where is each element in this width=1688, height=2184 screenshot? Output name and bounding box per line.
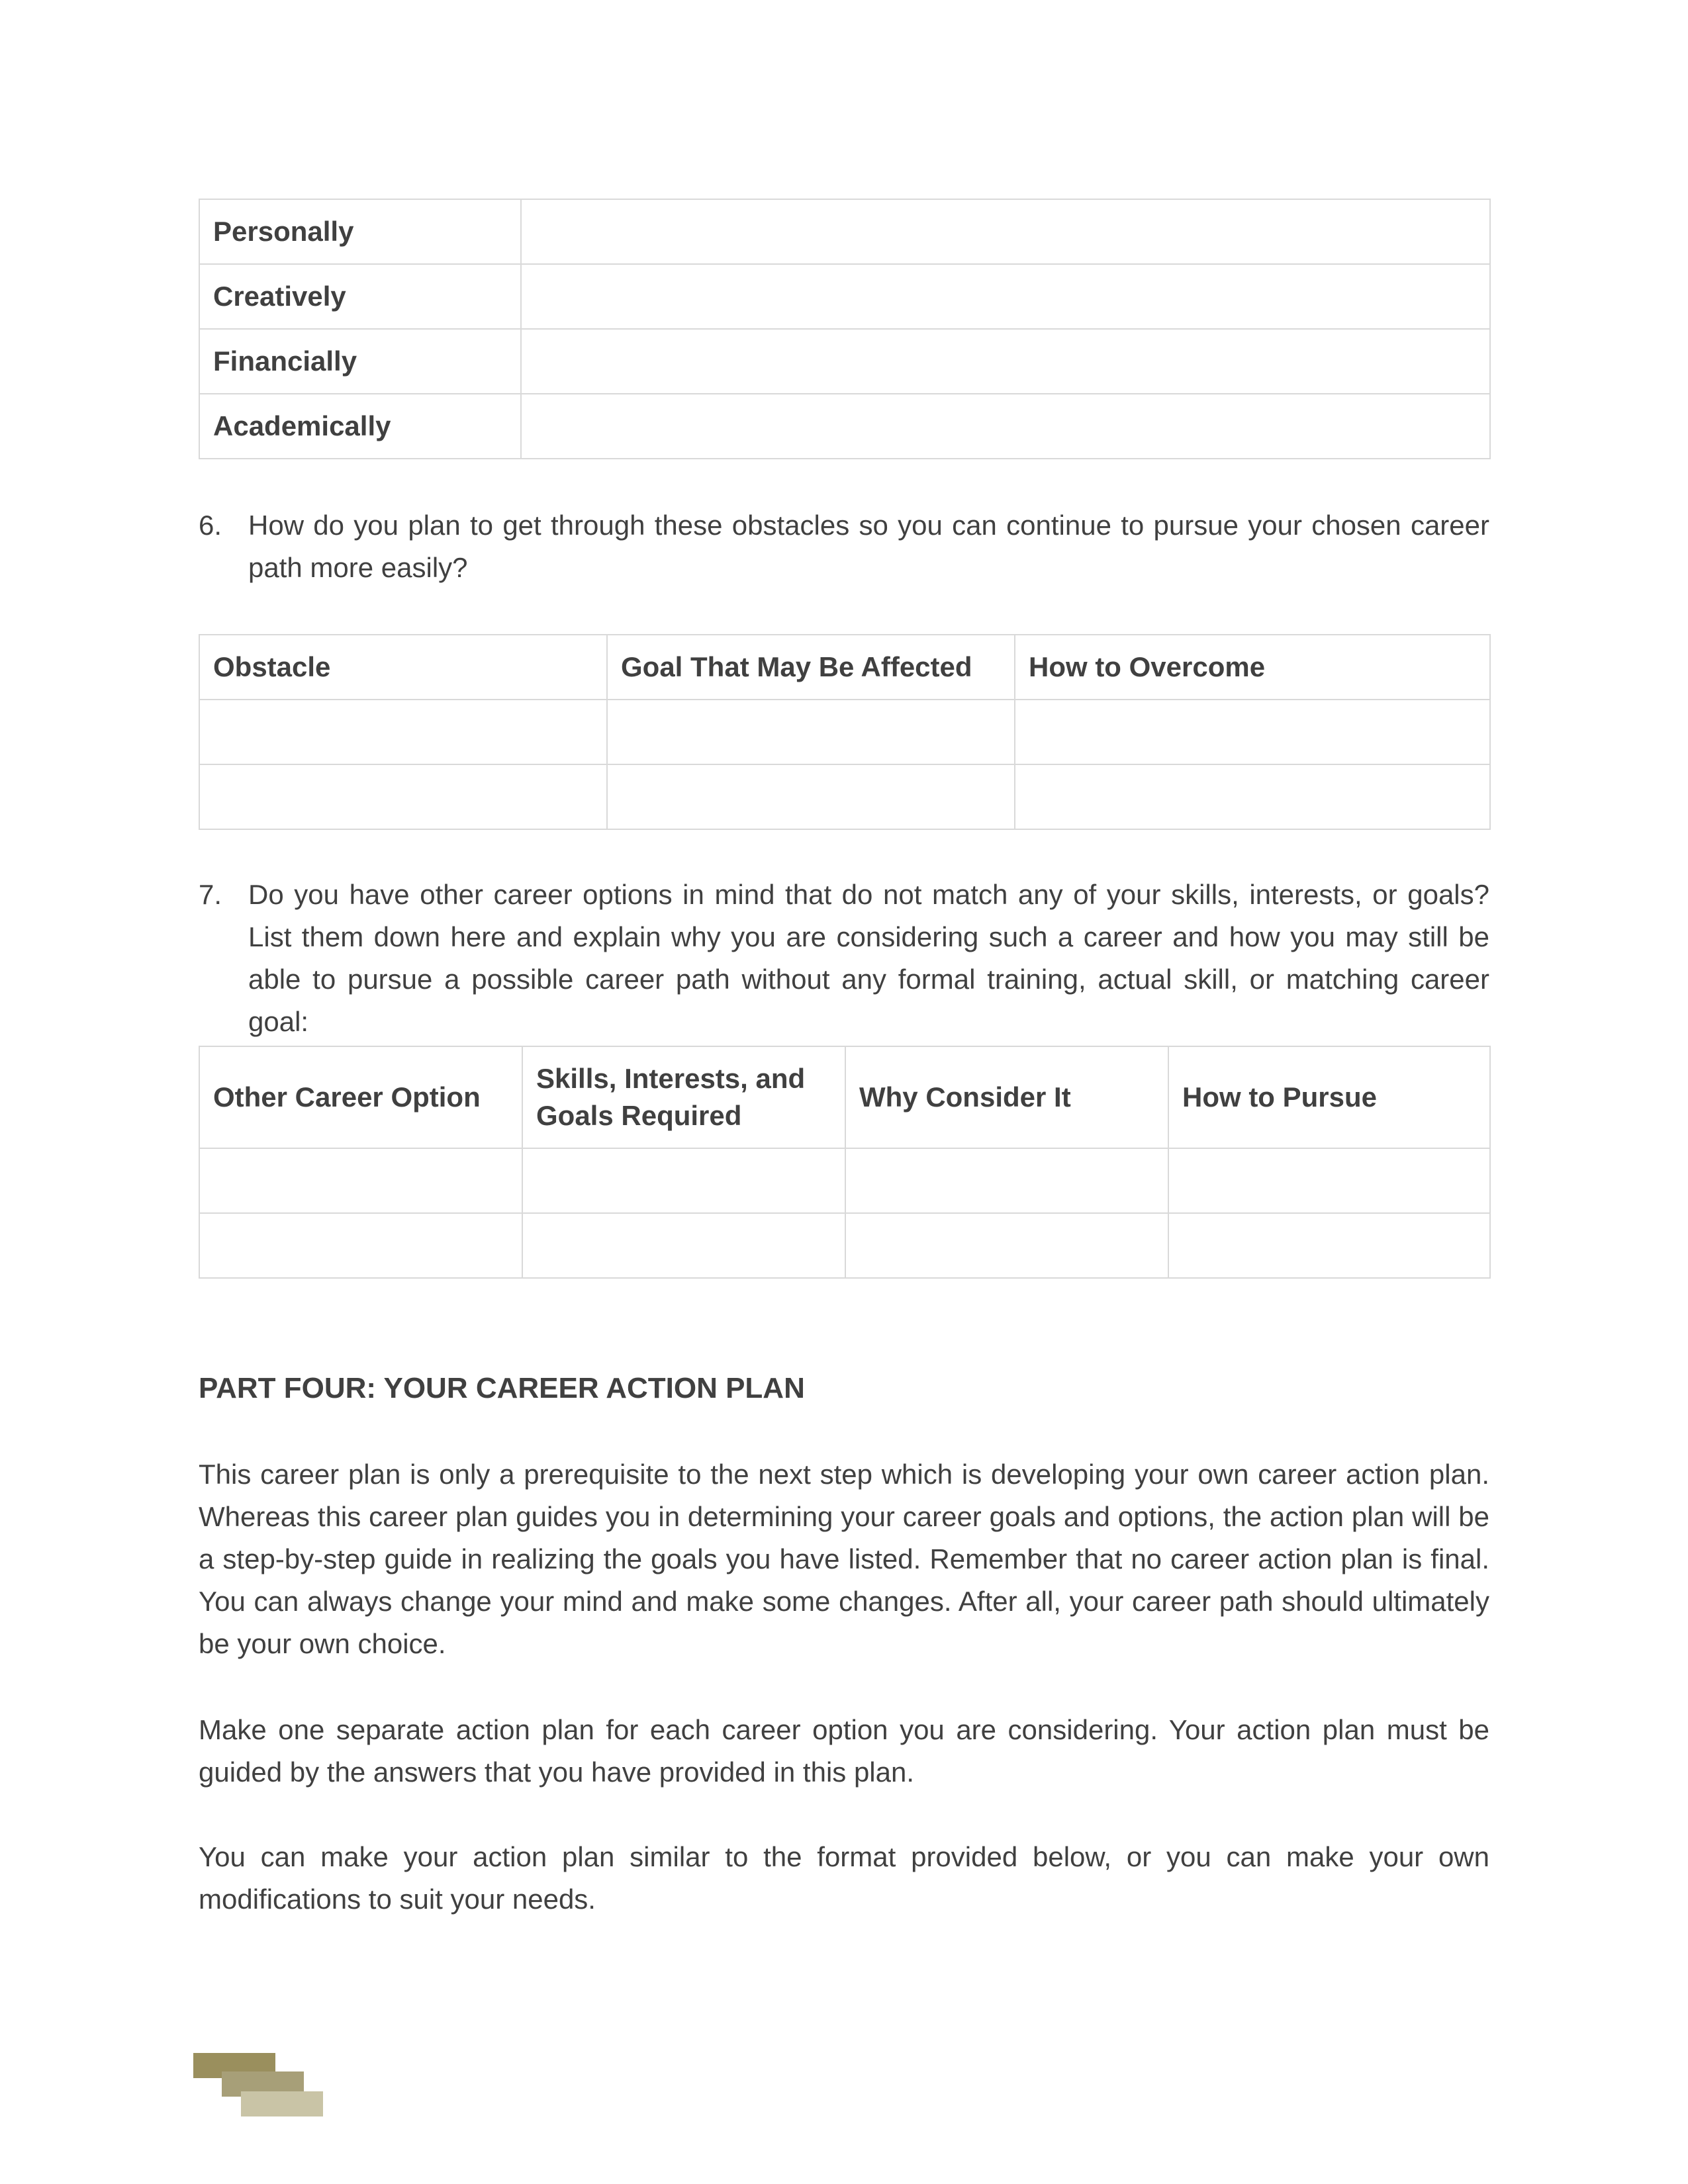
paragraph: Make one separate action plan for each career option you are considering. Your action plan must be guided by the answers that you have provided in this plan. — [199, 1714, 1489, 1788]
paragraph: You can make your action plan similar to the format provided below, or you can make your own modifications to suit your needs. — [199, 1841, 1489, 1915]
answer-cell[interactable] — [1168, 1148, 1490, 1213]
answer-cell[interactable] — [522, 1213, 845, 1278]
question-text: How do you plan to get through these obstacles so you can continue to pursue your chosen career path more easily? — [248, 510, 1489, 583]
column-header: Obstacle — [199, 635, 607, 700]
question-6 — [199, 504, 1489, 589]
column-header: How to Pursue — [1168, 1046, 1490, 1148]
answer-cell[interactable] — [845, 1213, 1168, 1278]
answer-cell[interactable] — [845, 1148, 1168, 1213]
answer-cell[interactable] — [607, 764, 1015, 829]
column-header: Goal That May Be Affected — [607, 635, 1015, 700]
answer-cell[interactable] — [1168, 1213, 1490, 1278]
question-number: 7. — [199, 879, 222, 910]
table-row — [199, 329, 1490, 394]
column-header: How to Overcome — [1015, 635, 1490, 700]
table-header-row — [199, 635, 1490, 700]
question-text: Do you have other career options in mind that do not match any of your skills, interests, or goals? List them down here and explain why you are considering such a career and how you may still be able to pursue a possible career path without any formal training, actual skill, or matching career goal: — [248, 879, 1489, 1037]
row-label: Personally — [199, 199, 521, 264]
table-row — [199, 199, 1490, 264]
answer-cell[interactable] — [521, 394, 1490, 459]
question-7 — [199, 874, 1489, 1043]
row-label: Financially — [199, 329, 521, 394]
areas-table — [199, 199, 1491, 459]
answer-cell[interactable] — [607, 700, 1015, 764]
footer-decoration-block — [241, 2091, 323, 2116]
table-row — [199, 764, 1490, 829]
table-row — [199, 264, 1490, 329]
answer-cell[interactable] — [521, 329, 1490, 394]
answer-cell[interactable] — [199, 700, 607, 764]
column-header: Skills, Interests, and Goals Required — [522, 1046, 845, 1148]
row-label: Academically — [199, 394, 521, 459]
section-heading: PART FOUR: YOUR CAREER ACTION PLAN — [199, 1372, 805, 1404]
paragraph: This career plan is only a prerequisite to the next step which is developing your own career action plan. Whereas this career plan guides you in determining your career goals and options, the action plan will be a step-by-step guide in realizing the goals you have listed. Remember that no career action plan is final. You can always change your mind and make some changes. After all, your career path should ultimately be your own choice. — [199, 1459, 1489, 1659]
answer-cell[interactable] — [521, 199, 1490, 264]
answer-cell[interactable] — [1015, 764, 1490, 829]
table-row — [199, 1213, 1490, 1278]
answer-cell[interactable] — [199, 1148, 522, 1213]
column-header: Why Consider It — [845, 1046, 1168, 1148]
table-row — [199, 1148, 1490, 1213]
career-options-table — [199, 1046, 1491, 1279]
table-header-row — [199, 1046, 1490, 1148]
column-header: Other Career Option — [199, 1046, 522, 1148]
question-number: 6. — [199, 510, 222, 541]
answer-cell[interactable] — [199, 1213, 522, 1278]
row-label: Creatively — [199, 264, 521, 329]
answer-cell[interactable] — [521, 264, 1490, 329]
answer-cell[interactable] — [522, 1148, 845, 1213]
table-row — [199, 700, 1490, 764]
obstacles-table — [199, 634, 1491, 830]
table-row — [199, 394, 1490, 459]
answer-cell[interactable] — [1015, 700, 1490, 764]
answer-cell[interactable] — [199, 764, 607, 829]
